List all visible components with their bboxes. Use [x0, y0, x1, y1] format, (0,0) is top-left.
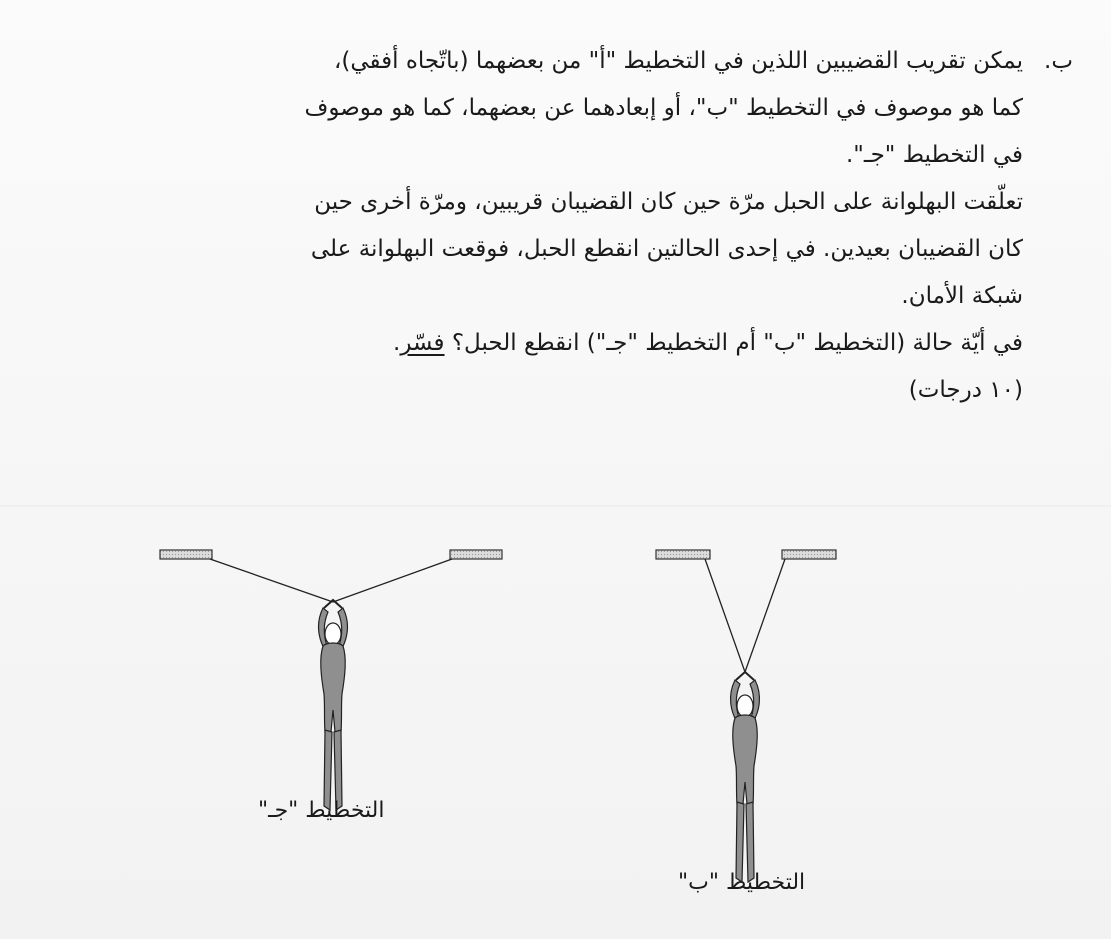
question-label: ب. — [1044, 48, 1073, 74]
question-line-3: في التخطيط "جـ". — [845, 142, 1023, 168]
question-prompt-text: في أيّة حالة (التخطيط "ب" أم التخطيط "جـ") انقطع الحبل؟ — [444, 330, 1023, 356]
question-line-1: يمكن تقريب القضيبين اللذين في التخطيط "أ" من بعضهما (باتّجاه أفقي)، — [333, 48, 1023, 74]
diagram-c-right-bar — [450, 550, 502, 559]
explain-word: فسّر — [400, 330, 445, 356]
question-line-2: كما هو موصوف في التخطيط "ب"، أو إبعادهما عن بعضهما، كما هو موصوف — [304, 95, 1023, 121]
diagrams-svg — [0, 520, 1111, 940]
question-text — [33, 38, 1073, 414]
question-prompt-end: . — [393, 330, 401, 356]
question-item — [33, 38, 1073, 85]
question-line-6: شبكة الأمان. — [901, 283, 1023, 309]
diagram-b-left-bar — [656, 550, 710, 559]
points-label: (١٠ درجات) — [908, 377, 1023, 403]
diagrams-area — [0, 520, 1111, 940]
paper-fold-shadow — [0, 505, 1111, 508]
diagram-c-acrobat — [319, 600, 348, 810]
diagram-b — [656, 550, 836, 882]
question-line-4: تعلّقت البهلوانة على الحبل مرّة حين كان القضيبان قريبين، ومرّة أخرى حين — [314, 189, 1023, 215]
question-line-5: كان القضيبان بعيدين. في إحدى الحالتين انقطع الحبل، فوقعت البهلوانة على — [310, 236, 1023, 262]
diagram-b-right-bar — [782, 550, 836, 559]
diagram-c-right-rope — [333, 559, 452, 602]
diagram-b-right-rope — [745, 559, 785, 672]
diagram-b-left-rope — [705, 559, 745, 672]
question-prompt — [33, 320, 1073, 367]
diagram-c-caption: التخطيط "جـ" — [258, 798, 385, 823]
diagram-c-left-bar — [160, 550, 212, 559]
diagram-b-caption: التخطيط "ب" — [678, 870, 806, 895]
diagram-c — [160, 550, 502, 810]
diagram-c-left-rope — [210, 559, 333, 602]
diagram-b-acrobat — [731, 672, 760, 882]
